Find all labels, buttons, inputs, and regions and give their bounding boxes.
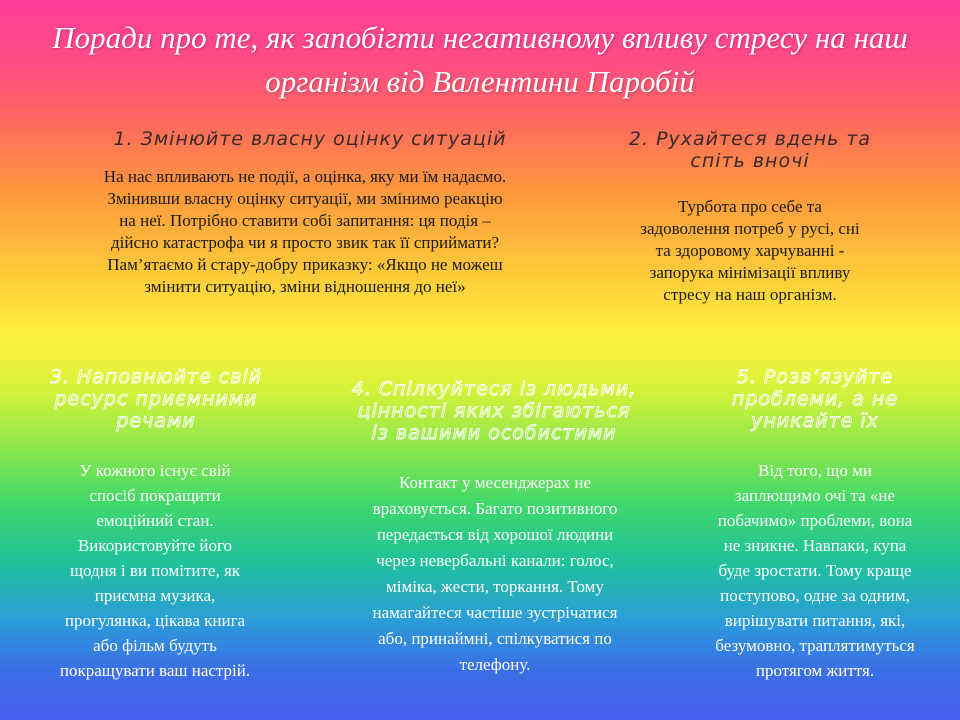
body-line: Контакт у месенджерах не [398, 473, 591, 492]
body-line: через невербальні канали: голос, [376, 551, 614, 570]
body-line: Від того, що ми [758, 461, 872, 480]
body-line: враховується. Багато позитивного [372, 499, 618, 518]
body-line: або фільм будуть [93, 636, 217, 655]
body-line: емоційний стан. [96, 511, 214, 530]
body-line: задоволення потреб у русі, сні [640, 219, 860, 238]
body-line: стресу на наш організм. [663, 285, 837, 304]
body-line: побачимо» проблеми, вона [717, 511, 913, 530]
title-line: Поради про те, як запобігти негативному впливу стресу на наш [52, 20, 908, 55]
body-line: не зникне. Навпаки, купа [723, 536, 907, 555]
body-line: Змінивши власну оцінку ситуації, ми змінимо реакцію [107, 189, 503, 208]
tip-1-body [40, 166, 570, 298]
body-line: або, принаймні, спілкуватися по [378, 629, 612, 648]
heading-line: цінності яких збігаються [357, 400, 631, 422]
tip-2-body [600, 196, 900, 306]
tip-5-body [690, 458, 940, 683]
tip-4-body [330, 470, 660, 678]
body-line: безумовно, траплятимуться [715, 636, 915, 655]
tip-3-heading [20, 366, 292, 432]
body-line: протягом життя. [755, 661, 875, 680]
body-line: та здоровому харчуванні - [655, 241, 845, 260]
tip-3-body [20, 458, 290, 683]
body-line: покращувати ваш настрій. [59, 661, 251, 680]
body-line: передається від хорошої людини [376, 525, 614, 544]
body-line: міміка, жести, торкання. Тому [386, 577, 604, 596]
tip-5-heading [690, 366, 940, 432]
body-line: поступово, одне за одним, [720, 586, 910, 605]
heading-line: із вашими особистими [371, 422, 617, 444]
heading-line: ресурс приємними [54, 388, 258, 410]
title-line: організм від Валентини Паробій [265, 64, 695, 99]
body-line: змінити ситуацію, зміни відношення до неї» [144, 277, 466, 296]
body-line: Турбота про себе та [678, 197, 822, 216]
body-line: щодня і ви помітите, як [69, 561, 241, 580]
heading-line: спіть вночі [690, 150, 810, 172]
body-line: запорука мінімізації впливу [649, 263, 851, 282]
body-line: заплющимо очі та «не [734, 486, 896, 505]
heading-line: 5. Розв’язуйте [736, 366, 894, 388]
heading-line: 4. Спілкуйтеся із людьми, [351, 378, 637, 400]
body-line: Використовуйте його [77, 536, 233, 555]
heading-line: 1. Змінюйте власну оцінку ситуацій [113, 128, 507, 150]
body-line: буде зростати. Тому краще [718, 561, 912, 580]
page-title [0, 16, 960, 104]
body-line: вирішувати питання, які, [724, 611, 906, 630]
heading-line: уникайте їх [751, 410, 879, 432]
body-line: На нас впливають не події, а оцінка, яку ми їм надаємо. [103, 167, 507, 186]
heading-line: проблеми, а не [731, 388, 899, 410]
tip-4-heading [318, 378, 670, 444]
body-line: прогулянка, цікава книга [64, 611, 246, 630]
heading-line: речами [116, 410, 196, 432]
body-line: на неї. Потрібно ставити собі запитання: ця подія – [119, 211, 491, 230]
body-line: дійсно катастрофа чи я просто звик так її сприймати? [110, 233, 500, 252]
tip-2-heading [600, 128, 900, 172]
body-line: У кожного існує свій [79, 461, 231, 480]
body-line: Пам’ятаємо й стару-добру приказку: «Якщо не можеш [107, 255, 503, 274]
body-line: намагайтеся частіше зустрічатися [372, 603, 618, 622]
body-line: приємна музика, [94, 586, 216, 605]
heading-line: 3. Наповнюйте свій [49, 366, 263, 388]
tip-1-heading [40, 128, 580, 150]
body-line: спосіб покращити [89, 486, 221, 505]
heading-line: 2. Рухайтеся вдень та [628, 128, 872, 150]
body-line: телефону. [459, 655, 531, 674]
